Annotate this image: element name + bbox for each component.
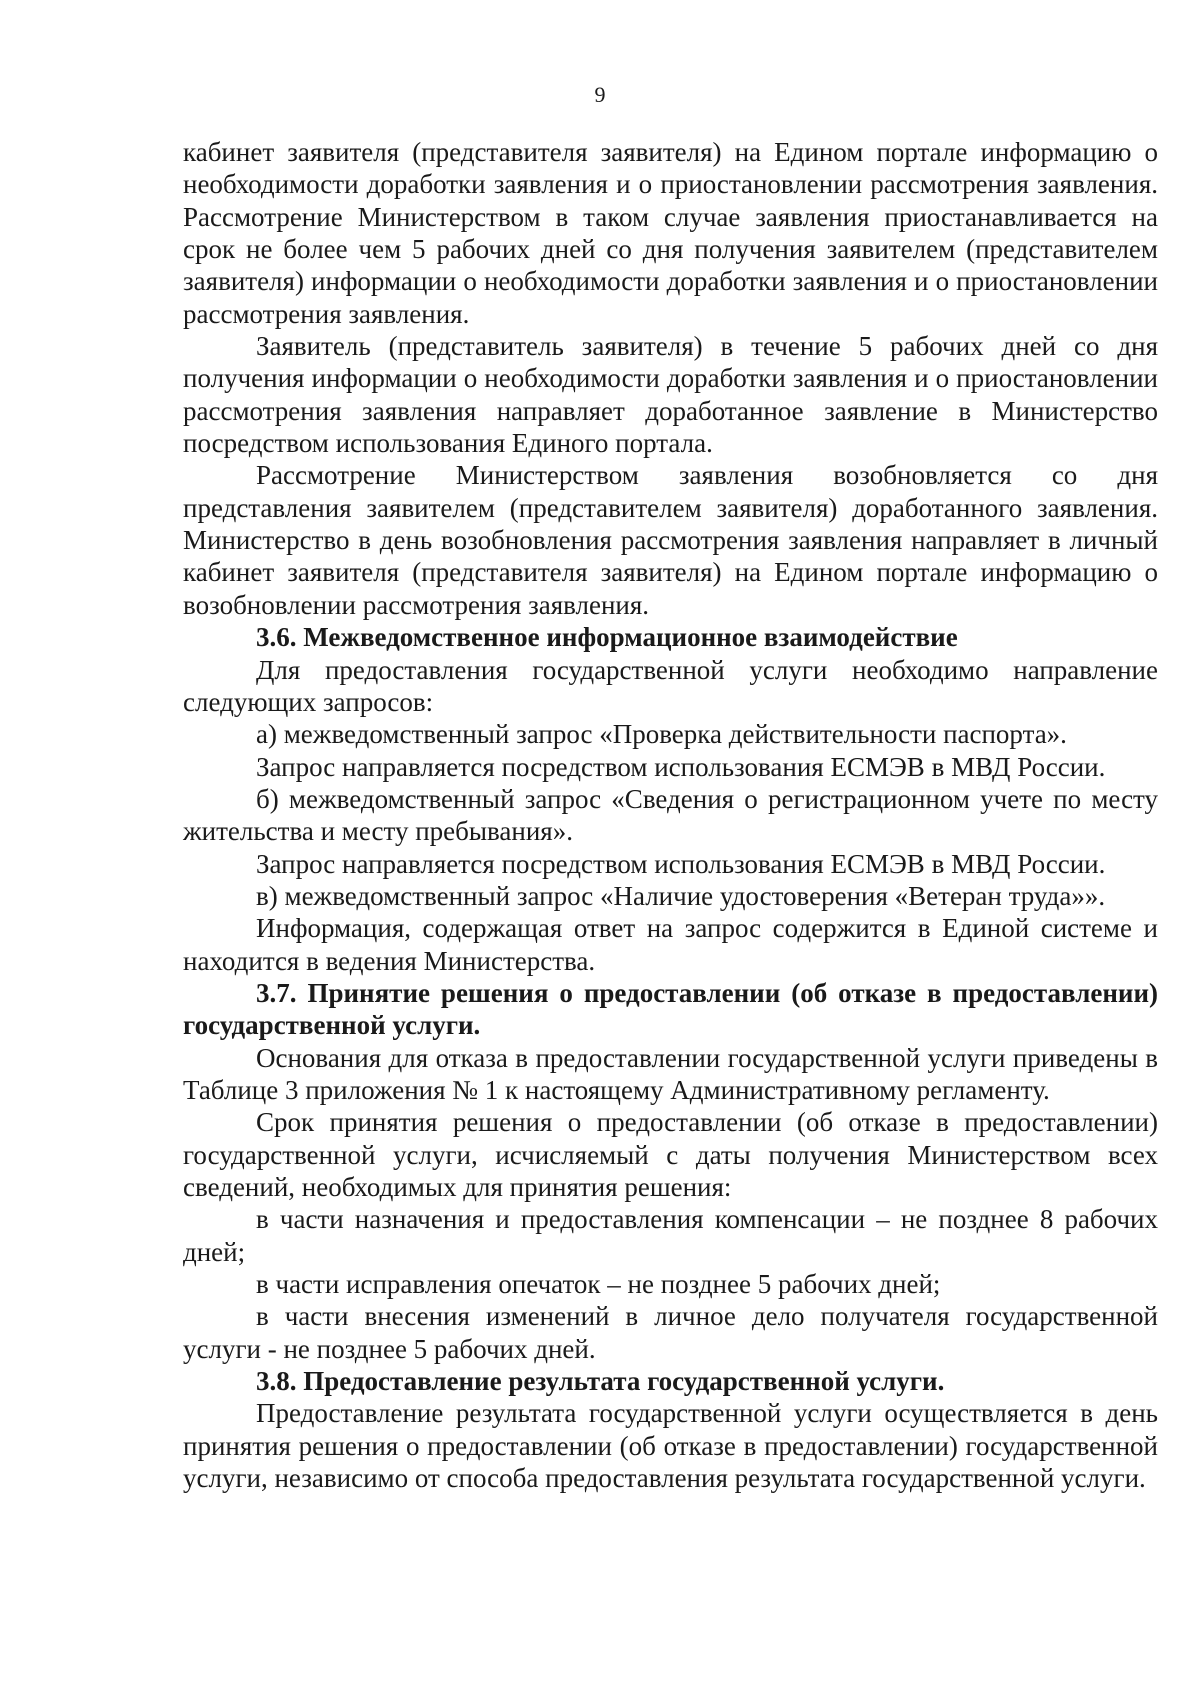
section-heading-3-8: 3.8. Предоставление результата государственной услуги. (256, 1366, 945, 1397)
section-heading-3-6: 3.6. Межведомственное информационное взаимодействие (256, 622, 958, 653)
paragraph: Срок принятия решения о предоставлении (об отказе в предоставлении) государственной услуги, исчисляемый с даты получения Министерством всех сведений, необходимых для принятия решения: (183, 1107, 1158, 1202)
list-item: а) межведомственный запрос «Проверка действительности паспорта». (256, 719, 1067, 750)
list-item: в) межведомственный запрос «Наличие удостоверения «Ветеран труда»». (256, 880, 1106, 911)
paragraph: кабинет заявителя (представителя заявителя) на Едином портале информацию о необходимости доработки заявления и о приостановлении рассмотрения заявления. Рассмотрение Министерством в таком случае заявления приостанавливается на срок не более чем 5 рабочих дней со дня получения заявителем (представителем заявителя) информации о необходимости доработки заявления и о приостановлении рассмотрения заявления. (183, 137, 1158, 329)
paragraph: Информация, содержащая ответ на запрос содержится в Единой системе и находится в ведения Министерства. (183, 913, 1158, 976)
paragraph: Основания для отказа в предоставлении государственной услуги приведены в Таблице 3 приложения № 1 к настоящему Административному регламенту. (183, 1042, 1158, 1105)
section-heading-3-7: 3.7. Принятие решения о предоставлении (об отказе в предоставлении) государственной услуги. (183, 977, 1158, 1041)
paragraph: в части внесения изменений в личное дело получателя государственной услуги - не позднее 5 рабочих дней. (183, 1301, 1158, 1364)
list-item: б) межведомственный запрос «Сведения о регистрационном учете по месту жительства и месту пребывания». (183, 783, 1158, 847)
paragraph: Запрос направляется посредством использования ЕСМЭВ в МВД России. (256, 751, 1106, 782)
page-number: 9 (594, 82, 606, 107)
paragraph: Рассмотрение Министерством заявления возобновляется со дня представления заявителем (представителем заявителя) доработанного заявления. Министерство в день возобновления рассмотрения заявления направляет в личный кабинет заявителя (представителя заявителя) на Едином портале информацию о возобновлении рассмотрения заявления. (183, 460, 1158, 620)
paragraph: в части назначения и предоставления компенсации – не позднее 8 рабочих дней; (183, 1204, 1158, 1267)
document-body (183, 136, 1158, 1494)
paragraph: Заявитель (представитель заявителя) в течение 5 рабочих дней со дня получения информации о необходимости доработки заявления и о приостановлении рассмотрения заявления направляет доработанное заявление в Министерство посредством использования Единого портала. (183, 331, 1158, 459)
paragraph: в части исправления опечаток – не позднее 5 рабочих дней; (256, 1269, 941, 1300)
paragraph: Для предоставления государственной услуги необходимо направление следующих запросов: (183, 654, 1158, 717)
paragraph: Запрос направляется посредством использования ЕСМЭВ в МВД России. (256, 848, 1106, 879)
paragraph: Предоставление результата государственной услуги осуществляется в день принятия решения о предоставлении (об отказе в предоставлении) государственной услуги, независимо от способа предоставления результата государственной услуги. (183, 1398, 1158, 1494)
